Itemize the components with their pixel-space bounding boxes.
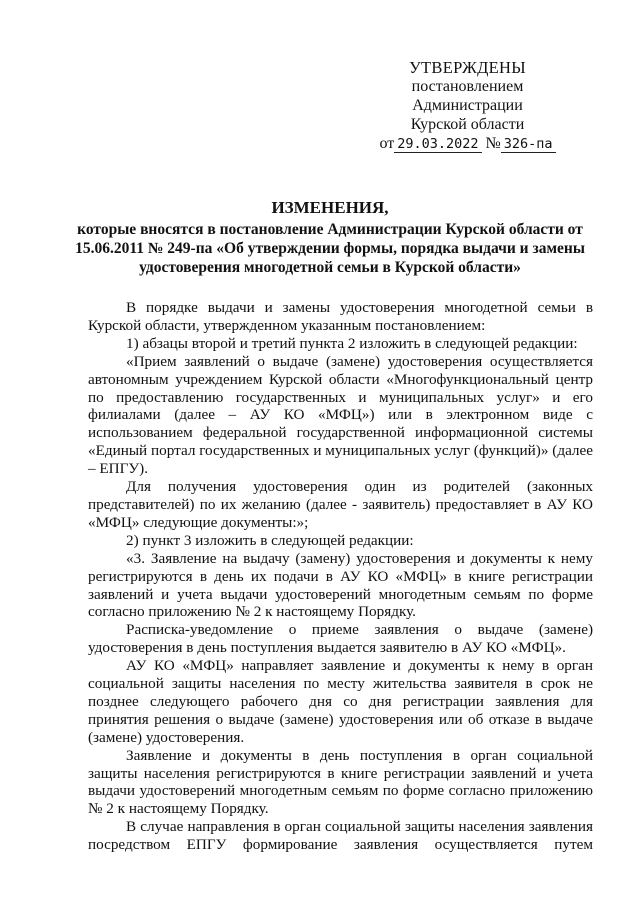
approval-stamp [355,58,580,154]
paragraph: Заявление и документы в день поступления в орган социальной защиты населения регистрируются в книге регистрации заявлений и учета выдачи удостоверений многодетным семьям по форме согласно приложению № 2 к настоящему Порядку. [88,746,593,818]
paragraph: В порядке выдачи и замены удостоверения многодетной семьи в Курской области, утвержденном указанным постановлением: [88,299,593,334]
heading-subtitle: которые вносятся в постановление Администрации Курской области от 15.06.2011 № 249-па «Об утверждении формы, порядка выдачи и замены удостоверения многодетной семьи в Курской области» [75,221,585,276]
number-prefix: № [485,135,501,152]
paragraph: Расписка-уведомление о приеме заявления о выдаче (замене) удостоверения в день поступления выдается заявителю в АУ КО «МФЦ». [88,621,593,657]
approval-date-line [355,134,580,154]
paragraph: Для получения удостоверения один из родителей (законных представителей) по их желанию (далее - заявитель) предоставляет в АУ КО «МФЦ» следующие документы:»; [88,478,593,531]
document-heading [60,198,600,277]
paragraph: 1) абзацы второй и третий пункта 2 изложить в следующей редакции: [126,334,578,352]
approval-line-2: Курской области [410,116,525,133]
approval-line-1: постановлением Администрации [411,78,524,114]
document-body [88,299,593,854]
paragraph: «3. Заявление на выдачу (замену) удостоверения и документы к нему регистрируются в день их подачи в АУ КО «МФЦ» в книге регистрации заявлений и учета выдачи удостоверений многодетным семьям по форме согласно приложению № 2 к настоящему Порядку. [88,549,593,621]
approval-title: УТВЕРЖДЕНЫ [409,58,526,77]
paragraph: АУ КО «МФЦ» направляет заявление и документы к нему в орган социальной защиты населения по месту жительства заявителя в срок не позднее следующего рабочего дня со дня регистрации заявления для принятия решения о выдаче (замене) удостоверения или об отказе в выдаче (замене) удостоверения. [88,657,593,746]
approval-number: 326-па [501,136,556,153]
approval-date: 29.03.2022 [394,136,481,153]
paragraph: «Прием заявлений о выдаче (замене) удостоверения осуществляется автономным учреждением Курской области «Многофункциональный центр по предоставлению государственных и муниципальных услуг» и его филиалами (далее – АУ КО «МФЦ») или в электронном виде с использованием федеральной государственной информационной системы «Единый портал государственных и муниципальных услуг (функций)» (далее – ЕПГУ). [88,352,593,478]
paragraph: 2) пункт 3 изложить в следующей редакции: [126,531,414,549]
heading-title: ИЗМЕНЕНИЯ, [271,198,389,217]
paragraph: В случае направления в орган социальной защиты населения заявления посредством ЕПГУ формирование заявления осуществляется путем [88,818,593,854]
date-prefix: от [379,135,395,152]
